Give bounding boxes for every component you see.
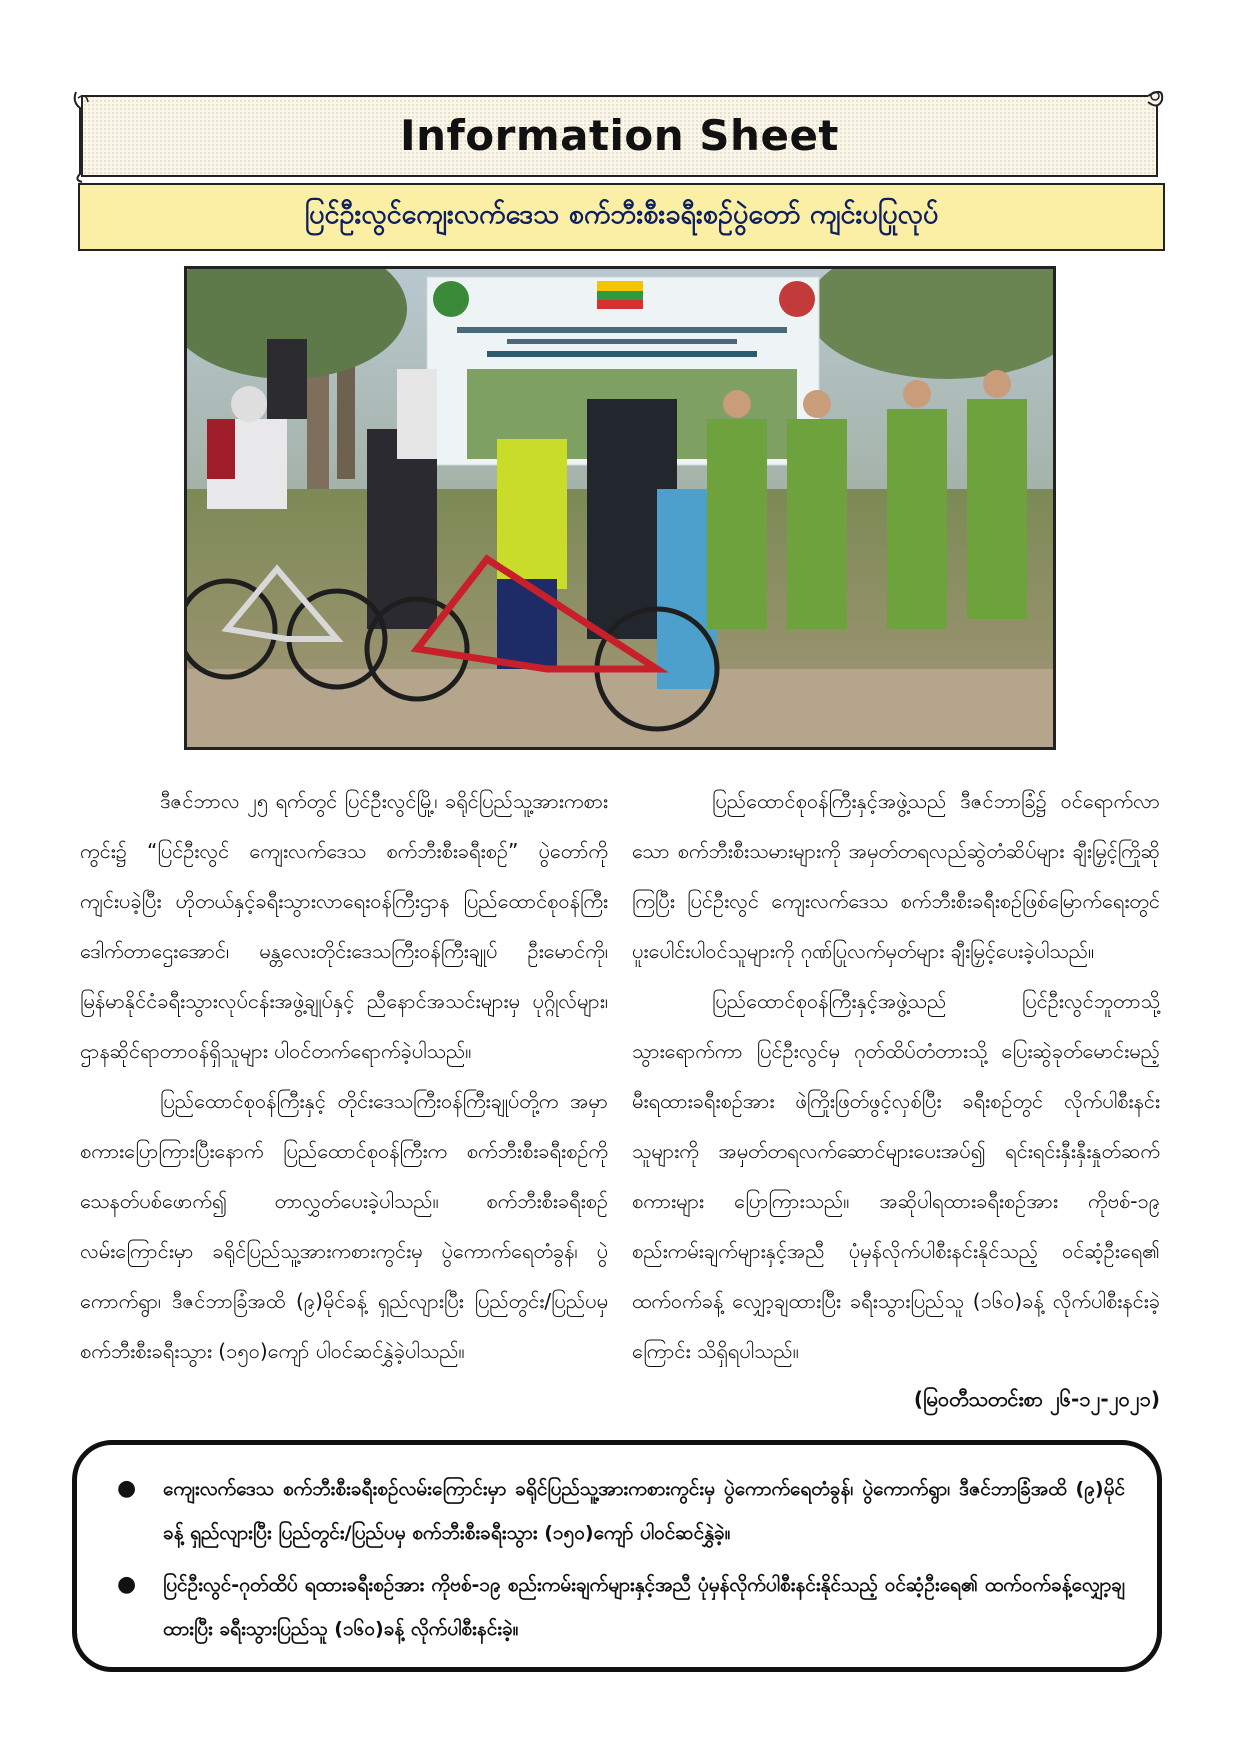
article-paragraph: ပြည်ထောင်စုဝန်ကြီးနှင့်အဖွဲ့သည် ပြင်ဦးလွင်ဘူတာသို့ သွားရောက်ကာ ပြင်ဦးလွင်မှ ဂုတ်ထိပ်တံတားသို့ ပြေးဆွဲခုတ်မောင်းမည့် မီးရထားခရီးစဉ်အား ဖဲကြိုးဖြတ်ဖွင့်လှစ်ပြီး ခရီးစဉ်တွင် လိုက်ပါစီးနင်းသူများကို အမှတ်တရလက်ဆောင်များပေးအပ်၍ ရင်းရင်းနှီးနှီးနှုတ်ဆက်စကားများ ပြောကြားသည်။ အဆိုပါရထားခရီးစဉ်အား ကိုဗစ်-၁၉ စည်းကမ်းချက်များနှင့်အညီ ပုံမှန်လိုက်ပါစီးနင်းနိုင်သည့် ဝင်ဆံ့ဦးရေ၏ ထက်ဝက်ခန့် လျှော့ချထားပြီး ခရီးသွားပြည်သူ (၁၆၀)ခန့် လိုက်ပါစီးနင်းခဲ့ကြောင်း သိရှိရပါသည်။ <box>632 989 1160 1363</box>
summary-item-text: ကျေးလက်ဒေသ စက်ဘီးစီးခရီးစဉ်လမ်းကြောင်းမှာ ခရိုင်ပြည်သူ့အားကစားကွင်းမှ ပွဲကောက်ရေတံခွန်၊ ပွဲကောက်ရွာ၊ ဒီဇင်ဘာခြံအထိ (၉)မိုင်ခန့် ရှည်လျားပြီး ပြည်တွင်း/ပြည်ပမှ စက်ဘီးစီးခရီးသွား (၁၅၀)ကျော် ပါဝင်ဆင်နွှဲခဲ့။ <box>163 1478 1125 1544</box>
summary-list <box>117 1467 1125 1651</box>
summary-item <box>117 1467 1125 1555</box>
article-column-right <box>632 776 1160 1376</box>
bullet-icon: ● <box>117 1476 137 1501</box>
bullet-icon: ● <box>117 1572 137 1597</box>
event-photo <box>184 266 1056 750</box>
source-citation: (မြဝတီသတင်းစာ ၂၆-၁၂-၂၀၂၁) <box>913 1387 1160 1411</box>
summary-box <box>72 1440 1162 1672</box>
article-paragraph: ပြည်ထောင်စုဝန်ကြီးနှင့်အဖွဲ့သည် ဒီဇင်ဘာခြံ၌ ဝင်ရောက်လာသော စက်ဘီးစီးသမားများကို အမှတ်တရလည်ဆွဲတံဆိပ်များ ချီးမြှင့်ကြိုဆိုကြပြီး ပြင်ဦးလွင် ကျေးလက်ဒေသ စက်ဘီးစီးခရီးစဉ်ဖြစ်မြောက်ရေးတွင် ပူးပေါင်းပါဝင်သူများကို ဂုဏ်ပြုလက်မှတ်များ ချီးမြှင့်ပေးခဲ့ပါသည်။ <box>632 789 1160 963</box>
article-column-left <box>80 776 608 1376</box>
page-title: Information Sheet <box>399 111 840 160</box>
article-paragraph: ဒီဇင်ဘာလ ၂၅ ရက်တွင် ပြင်ဦးလွင်မြို့၊ ခရိုင်ပြည်သူ့အားကစားကွင်း၌ “ပြင်ဦးလွင် ကျေးလက်ဒေသ စက်ဘီးစီးခရီးစဉ်” ပွဲတော်ကို ကျင်းပခဲ့ပြီး ဟိုတယ်နှင့်ခရီးသွားလာရေးဝန်ကြီးဌာန ပြည်ထောင်စုဝန်ကြီး ဒေါက်တာဌေးအောင်၊ မန္တလေးတိုင်းဒေသကြီးဝန်ကြီးချုပ် ဦးမောင်ကို၊ မြန်မာနိုင်ငံခရီးသွားလုပ်ငန်းအဖွဲ့ချုပ်နှင့် ညီနောင်အသင်းများမှ ပုဂ္ဂိုလ်များ၊ ဌာနဆိုင်ရာတာဝန်ရှိသူများ ပါဝင်တက်ရောက်ခဲ့ပါသည်။ <box>80 789 608 1063</box>
article-paragraph: ပြည်ထောင်စုဝန်ကြီးနှင့် တိုင်းဒေသကြီးဝန်ကြီးချုပ်တို့က အမှာစကားပြောကြားပြီးနောက် ပြည်ထောင်စုဝန်ကြီးက စက်ဘီးစီးခရီးစဉ်ကို သေနတ်ပစ်ဖောက်၍ တာလွှတ်ပေးခဲ့ပါသည်။ စက်ဘီးစီးခရီးစဉ်လမ်းကြောင်းမှာ ခရိုင်ပြည်သူ့အားကစားကွင်းမှ ပွဲကောက်ရေတံခွန်၊ ပွဲကောက်ရွာ၊ ဒီဇင်ဘာခြံအထိ (၉)မိုင်ခန့် ရှည်လျားပြီး ပြည်တွင်း/ပြည်ပမှ စက်ဘီးစီးခရီးသွား (၁၅၀)ကျော် ပါဝင်ဆင်နွှဲခဲ့ပါသည်။ <box>80 1089 608 1363</box>
summary-item <box>117 1563 1125 1651</box>
summary-item-text: ပြင်ဦးလွင်-ဂုတ်ထိပ် ရထားခရီးစဉ်အား ကိုဗစ်-၁၉ စည်းကမ်းချက်များနှင့်အညီ ပုံမှန်လိုက်ပါစီးနင်းနိုင်သည့် ဝင်ဆံ့ဦးရေ၏ ထက်ဝက်ခန့်လျှော့ချထားပြီး ခရီးသွားပြည်သူ (၁၆၀)ခန့် လိုက်ပါစီးနင်းခဲ့။ <box>163 1574 1125 1640</box>
title-banner <box>72 88 1167 183</box>
event-photo-illustration <box>187 269 1053 747</box>
subtitle-bar: ပြင်ဦးလွင်ကျေးလက်ဒေသ စက်ဘီးစီးခရီးစဉ်ပွဲတော် ကျင်းပပြုလုပ် <box>78 183 1165 251</box>
